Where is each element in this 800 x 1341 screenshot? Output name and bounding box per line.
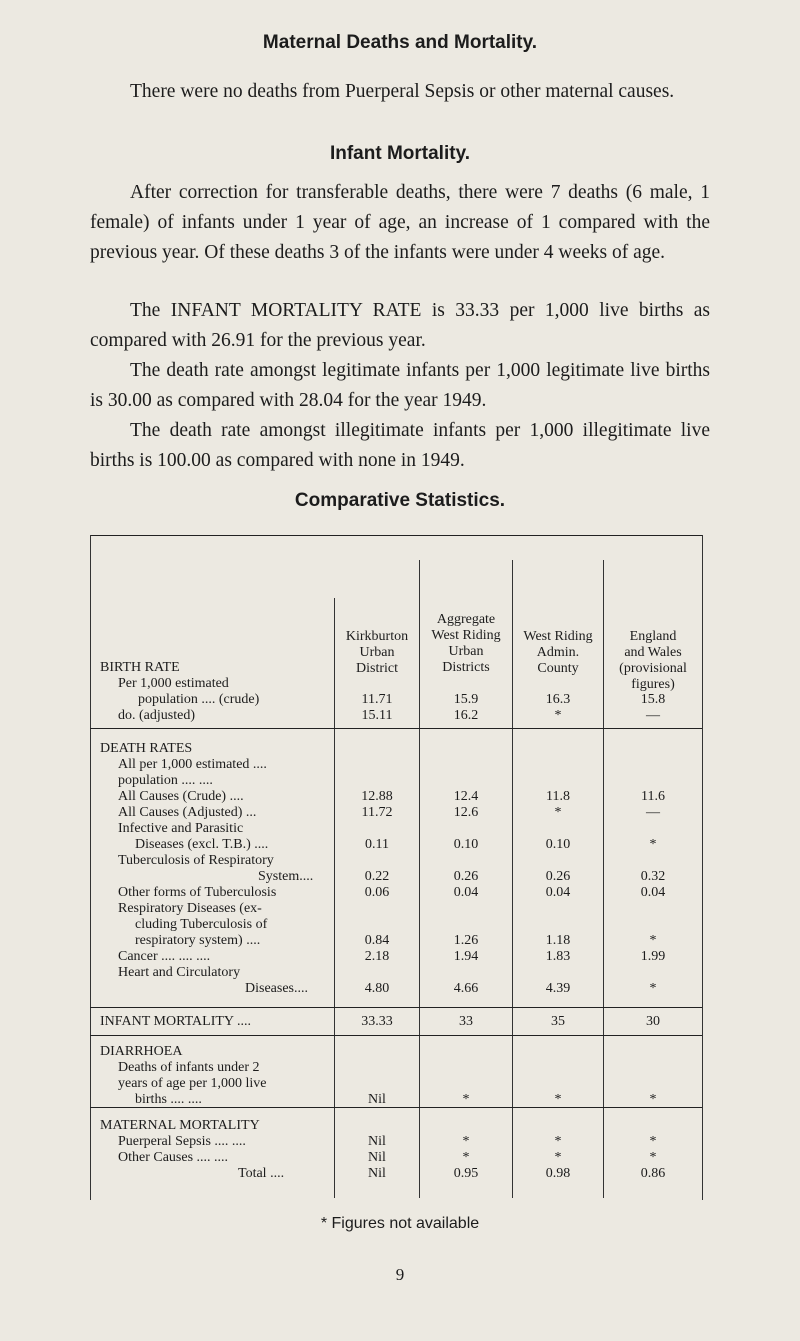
- diarrhoea-label: Deaths of infants under 2: [118, 1060, 260, 1075]
- maternal-row-label: Other Causes .... ....: [118, 1150, 229, 1165]
- maternal-value: Nil: [368, 1150, 386, 1165]
- death-value: 12.6: [453, 805, 479, 820]
- column-header-england-wales: England and Wales (provisional figures): [619, 629, 687, 692]
- paragraph-2: The INFANT MORTALITY RATE is 33.33 per 1,000 live births as compared with 26.91 for the previous year.: [90, 300, 710, 351]
- birth-adjusted-england: —: [646, 708, 660, 723]
- death-value: 12.4: [453, 789, 479, 804]
- death-value: 0.11: [365, 837, 389, 852]
- death-value: *: [554, 805, 562, 820]
- death-row-label: All Causes (Crude) ....: [118, 789, 244, 804]
- death-value: 4.39: [545, 981, 571, 996]
- death-value: 4.80: [364, 981, 390, 996]
- death-row-label: Infective and Parasitic: [118, 821, 244, 836]
- death-value: 2.18: [364, 949, 390, 964]
- death-value: 1.18: [545, 933, 571, 948]
- table-top-border: [90, 535, 702, 536]
- death-value: *: [649, 981, 657, 996]
- death-value: *: [649, 837, 657, 852]
- death-row-label: System....: [258, 869, 314, 884]
- section-separator: [90, 728, 702, 729]
- death-value: 4.66: [453, 981, 479, 996]
- birth-adjusted-county: *: [554, 708, 562, 723]
- section-separator: [90, 1007, 702, 1008]
- column-header-aggregate-west-riding: Aggregate West Riding Urban Districts: [431, 612, 501, 675]
- birth-adjusted-kirkburton: 15.11: [361, 708, 393, 723]
- death-value: 0.10: [453, 837, 479, 852]
- maternal-mortality-heading: MATERNAL MORTALITY: [100, 1118, 260, 1133]
- comparative-statistics-heading: Comparative Statistics.: [294, 490, 506, 511]
- death-value: 0.10: [545, 837, 571, 852]
- birth-adjusted-label: do. (adjusted): [118, 708, 195, 723]
- diarrhoea-heading: DIARRHOEA: [100, 1044, 183, 1059]
- death-value: 0.04: [545, 885, 571, 900]
- page-title: Maternal Deaths and Mortality.: [262, 32, 538, 53]
- maternal-value: 0.98: [545, 1166, 571, 1181]
- diarrhoea-value: *: [554, 1092, 562, 1107]
- death-row-label: Diseases....: [245, 981, 308, 996]
- table-left-border: [90, 535, 91, 1200]
- death-value: 11.72: [361, 805, 393, 820]
- maternal-value: *: [554, 1134, 562, 1149]
- birth-crude-county: 16.3: [545, 692, 571, 707]
- death-value: 0.06: [364, 885, 390, 900]
- diarrhoea-label: births .... ....: [135, 1092, 202, 1107]
- maternal-value: 0.86: [640, 1166, 666, 1181]
- maternal-row-label: Total ....: [238, 1166, 285, 1181]
- column-header-kirkburton: Kirkburton Urban District: [345, 629, 409, 676]
- section-separator: [90, 1035, 702, 1036]
- maternal-paragraph: There were no deaths from Puerperal Sepsis or other maternal causes.: [130, 81, 675, 102]
- column-divider: [334, 598, 335, 1198]
- birth-crude-label: population .... (crude): [138, 692, 260, 707]
- maternal-value: *: [462, 1134, 470, 1149]
- maternal-value: *: [649, 1134, 657, 1149]
- birth-crude-kirkburton: 11.71: [361, 692, 393, 707]
- infant-value: 35: [551, 1014, 565, 1029]
- death-value: *: [649, 933, 657, 948]
- infant-mortality-heading: Infant Mortality.: [329, 143, 471, 164]
- infant-value: 33.33: [361, 1014, 393, 1029]
- infant-value: 33: [459, 1014, 473, 1029]
- death-value: 1.26: [453, 933, 479, 948]
- maternal-value: *: [649, 1150, 657, 1165]
- footnote: * Figures not available: [320, 1215, 480, 1232]
- diarrhoea-label: years of age per 1,000 live: [118, 1076, 267, 1091]
- paragraph-1: After correction for transferable deaths, there were 7 deaths (6 male, 1 female) of infants under 1 year of age, an increase of 1 compared with the previous year. Of these deaths 3 of the infants were under 4 weeks of age.: [90, 182, 710, 263]
- death-value: 1.94: [453, 949, 479, 964]
- infant-mortality-label: INFANT MORTALITY ....: [100, 1014, 251, 1029]
- death-rates-sub: All per 1,000 estimated ....: [118, 757, 267, 772]
- death-row-label: cluding Tuberculosis of: [135, 917, 268, 932]
- death-row-label: Cancer .... .... ....: [118, 949, 211, 964]
- death-value: 0.32: [640, 869, 666, 884]
- death-row-label: Tuberculosis of Respiratory: [118, 853, 274, 868]
- column-divider: [603, 560, 604, 1198]
- death-row-label: Other forms of Tuberculosis: [118, 885, 277, 900]
- maternal-value: *: [554, 1150, 562, 1165]
- diarrhoea-value: Nil: [368, 1092, 386, 1107]
- death-rates-sub: population .... ....: [118, 773, 213, 788]
- column-divider: [419, 560, 420, 1198]
- birth-crude-england: 15.8: [640, 692, 666, 707]
- death-value: 0.26: [453, 869, 479, 884]
- death-value: 1.99: [640, 949, 666, 964]
- death-value: —: [646, 805, 660, 820]
- maternal-value: 0.95: [453, 1166, 479, 1181]
- death-value: 12.88: [361, 789, 393, 804]
- death-value: 11.8: [546, 789, 570, 804]
- death-value: 1.83: [545, 949, 571, 964]
- death-rates-heading: DEATH RATES: [100, 741, 193, 756]
- death-row-label: Respiratory Diseases (ex-: [118, 901, 262, 916]
- birth-crude-aggregate: 15.9: [453, 692, 479, 707]
- death-row-label: All Causes (Adjusted) ...: [118, 805, 257, 820]
- maternal-value: Nil: [368, 1134, 386, 1149]
- death-row-label: Diseases (excl. T.B.) ....: [135, 837, 269, 852]
- column-divider: [512, 560, 513, 1198]
- infant-value: 30: [646, 1014, 660, 1029]
- death-value: 11.6: [641, 789, 665, 804]
- death-value: 0.22: [364, 869, 390, 884]
- page-number: 9: [395, 1265, 405, 1284]
- death-value: 0.26: [545, 869, 571, 884]
- death-row-label: respiratory system) ....: [135, 933, 261, 948]
- diarrhoea-value: *: [462, 1092, 470, 1107]
- death-value: 0.84: [364, 933, 390, 948]
- birth-rate-heading: BIRTH RATE: [100, 660, 180, 675]
- maternal-value: *: [462, 1150, 470, 1165]
- death-value: 0.04: [453, 885, 479, 900]
- maternal-row-label: Puerperal Sepsis .... ....: [118, 1134, 246, 1149]
- birth-adjusted-aggregate: 16.2: [453, 708, 479, 723]
- paragraph-3: The death rate amongst legitimate infants per 1,000 legitimate live births is 30.00 as compared with 28.04 for the year 1949.: [90, 360, 710, 411]
- death-value: 0.04: [640, 885, 666, 900]
- birth-rate-sub: Per 1,000 estimated: [118, 676, 229, 691]
- column-header-west-riding-county: West Riding Admin. County: [523, 629, 593, 676]
- death-row-label: Heart and Circulatory: [118, 965, 241, 980]
- table-right-border: [702, 535, 703, 1200]
- maternal-value: Nil: [368, 1166, 386, 1181]
- diarrhoea-value: *: [649, 1092, 657, 1107]
- paragraph-4: The death rate amongst illegitimate infants per 1,000 illegitimate live births is 100.00 as compared with none in 1949.: [90, 420, 710, 471]
